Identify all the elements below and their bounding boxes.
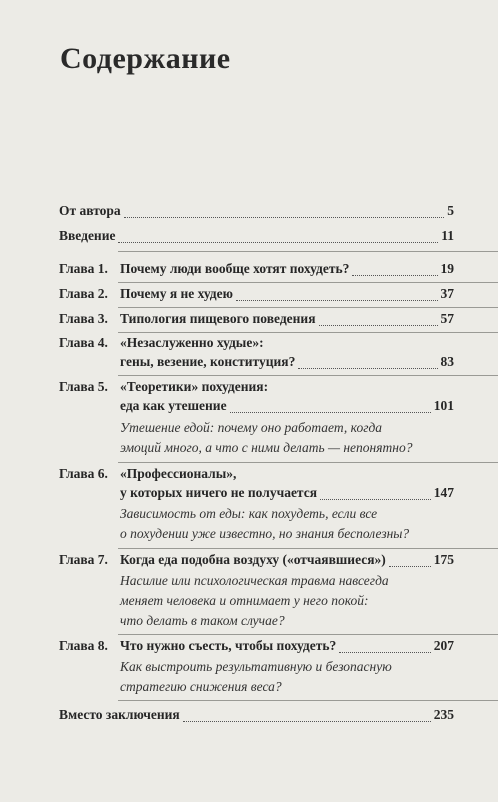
divider [118,700,498,701]
divider [118,462,498,463]
chapter-description: стратегию снижения веса? [120,679,282,694]
chapter-description: о похудении уже известно, но знания бесполезны? [120,526,410,541]
toc-entry-conclusion[interactable] [59,707,454,727]
chapter-title: Типология пищевого поведения [120,311,316,326]
dot-leader [230,402,431,413]
chapter-label: Глава 5. [59,379,108,394]
entry-page: 235 [433,707,454,722]
toc-entry-chapter-7[interactable] [59,552,454,572]
toc-entry-chapter-6-cont[interactable] [59,485,454,505]
divider [118,332,498,333]
chapter-title: «Теоретики» похудения: [120,379,269,394]
chapter-title: «Профессионалы», [120,466,237,481]
chapter-label: Глава 2. [59,286,108,301]
entry-title: Введение [59,228,116,243]
entry-page: 11 [441,228,454,243]
toc-entry-chapter-5[interactable] [59,379,454,399]
chapter-page: 207 [433,638,454,653]
dot-leader [352,265,437,276]
chapter-description: эмоций много, а что с ними делать — непонятно? [120,440,413,455]
dot-leader [118,232,438,243]
dot-leader [124,207,445,218]
chapter-page: 37 [440,286,454,301]
toc-entry-chapter-1[interactable] [59,261,454,281]
chapter-page: 101 [433,398,454,413]
toc-entry-chapter-6[interactable] [59,466,454,486]
chapter-label: Глава 7. [59,552,108,567]
chapter-description: Зависимость от еды: как похудеть, если все [120,506,378,521]
chapter-page: 83 [440,354,454,369]
divider [118,634,498,635]
chapter-title: Почему люди вообще хотят похудеть? [120,261,350,276]
chapter-description: Насилие или психологическая травма навсегда [120,573,389,588]
dot-leader [320,489,431,500]
chapter-title: гены, везение, конституция? [120,354,296,369]
divider [118,251,498,252]
chapter-title: Что нужно съесть, чтобы похудеть? [120,638,337,653]
entry-title: Вместо заключения [59,707,180,722]
toc-entry-chapter-8[interactable] [59,638,454,658]
chapter-label: Глава 3. [59,311,108,326]
divider [118,548,498,549]
chapter-title: еда как утешение [120,398,227,413]
toc-entry-chapter-5-cont[interactable] [59,398,454,418]
entry-title: От автора [59,203,121,218]
chapter-description: Как выстроить результативную и безопасную [120,659,392,674]
chapter-title: Почему я не худею [120,286,233,301]
divider [118,307,498,308]
chapter-title: Когда еда подобна воздуху («отчаявшиеся») [120,552,386,567]
dot-leader [339,642,431,653]
divider [118,282,498,283]
toc-entry-from-author[interactable] [59,203,454,223]
chapter-title: «Незаслуженно худые»: [120,335,264,350]
toc-entry-chapter-3[interactable] [59,311,454,331]
dot-leader [183,711,431,722]
chapter-label: Глава 8. [59,638,108,653]
toc-entry-chapter-2[interactable] [59,286,454,306]
chapter-page: 147 [433,485,454,500]
dot-leader [319,315,438,326]
chapter-description: что делать в таком случае? [120,613,285,628]
chapter-description: Утешение едой: почему оно работает, когда [120,420,383,435]
chapter-page: 19 [440,261,454,276]
toc-entry-chapter-4[interactable] [59,335,454,355]
toc-entry-chapter-4-cont[interactable] [59,354,454,374]
chapter-label: Глава 6. [59,466,108,481]
chapter-title: у которых ничего не получается [120,485,318,500]
chapter-description: меняет человека и отнимает у него покой: [120,593,369,608]
chapter-page: 57 [440,311,454,326]
dot-leader [236,290,438,301]
entry-page: 5 [447,203,454,218]
divider [118,375,498,376]
chapter-label: Глава 4. [59,335,108,350]
toc-entry-introduction[interactable] [59,228,454,248]
chapter-page: 175 [433,552,454,567]
chapter-label: Глава 1. [59,261,108,276]
page-title: Содержание [60,42,231,75]
dot-leader [298,358,437,369]
dot-leader [389,556,431,567]
